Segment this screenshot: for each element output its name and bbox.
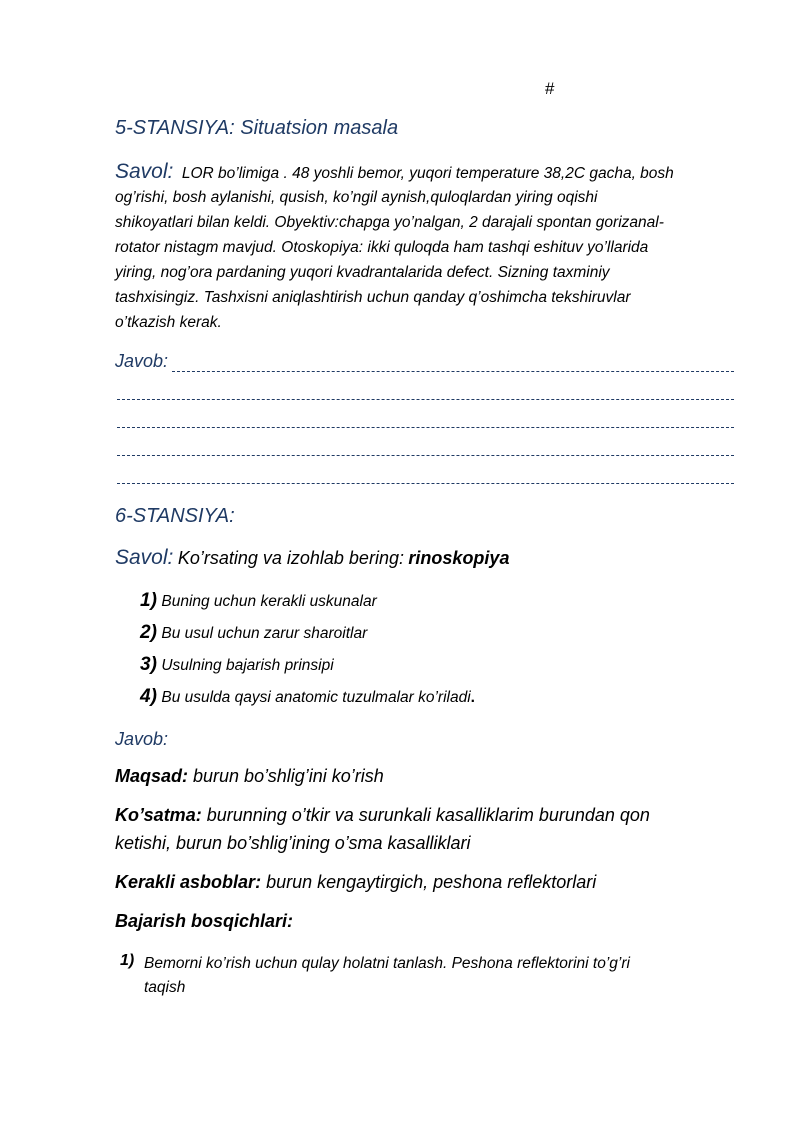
javob-label: Javob: [115, 351, 169, 371]
station5-question-first-line [115, 160, 674, 184]
question-text: Ko’rsating va izohlab bering: [177, 548, 404, 568]
station5-heading: 5-STANSIYA: Situatsion masala [115, 117, 399, 139]
kosatma-line-cont: ketishi, burun bo’shlig’ining o’sma kasalliklari [115, 833, 471, 853]
station6-question [115, 546, 509, 570]
savol-label: Savol: [115, 546, 174, 569]
question-line: tashxisingiz. Tashxisni aniqlashtirish uchun qanday q’oshimcha tekshiruvlar [115, 289, 631, 306]
question-term: rinoskopiya [408, 548, 510, 568]
javob-label: Javob: [115, 729, 169, 749]
asboblar-label: Kerakli asboblar: [115, 872, 262, 892]
station6-heading: 6-STANSIYA: [115, 505, 235, 527]
question-line: o’tkazish kerak. [115, 314, 222, 331]
question-line: shikoyatlari bilan keldi. Obyektiv:chapga yo’nalgan, 2 darajali spontan gorizanal- [115, 214, 664, 231]
step-text: Bemorni ko’rish uchun qulay holatni tanlash. Peshona reflektorini to’g’ri [144, 955, 630, 972]
kosatma-line: Ko’satma: burunning o’tkir va surunkali kasalliklarim burundan qon [115, 805, 650, 825]
list-item: 2) Bu usul uchun zarur sharoitlar [140, 622, 368, 643]
kosatma-label: Ko’satma: [115, 805, 202, 825]
answer-line [172, 371, 734, 372]
question-line: og’rishi, bosh aylanishi, qusish, ko’ngil aynish,quloqlardan yiring oqishi [115, 189, 598, 206]
list-item: 4) Bu usulda qaysi anatomic tuzulmalar ko’riladi. [140, 686, 475, 707]
list-item: 1) Buning uchun kerakli uskunalar [140, 590, 377, 611]
step-item: 1) [120, 952, 135, 969]
page-marker: # [545, 79, 555, 98]
list-item: 3) Usulning bajarish prinsipi [140, 654, 334, 675]
asboblar-line: Kerakli asboblar: burun kengaytirgich, peshona reflektorlari [115, 872, 597, 892]
savol-label: Savol: [115, 160, 174, 183]
bosqichlar-heading: Bajarish bosqichlari: [115, 911, 294, 931]
question-text: LOR bo’limiga . 48 yoshli bemor, yuqori temperature 38,2C gacha, bosh [181, 165, 674, 182]
answer-line [117, 455, 734, 456]
question-line: rotator nistagm mavjud. Otoskopiya: ikki quloqda ham tashqi eshituv yo’llarida [115, 239, 649, 256]
answer-line [117, 483, 734, 484]
question-line: yiring, nog’ora pardaning yuqori kvadrantalarida defect. Sizning taxminiy [115, 264, 610, 281]
maqsad-line: Maqsad: burun bo’shlig’ini ko’rish [115, 766, 384, 786]
answer-line [117, 399, 734, 400]
step-text-cont: taqish [144, 979, 186, 996]
maqsad-label: Maqsad: [115, 766, 189, 786]
answer-line [117, 427, 734, 428]
